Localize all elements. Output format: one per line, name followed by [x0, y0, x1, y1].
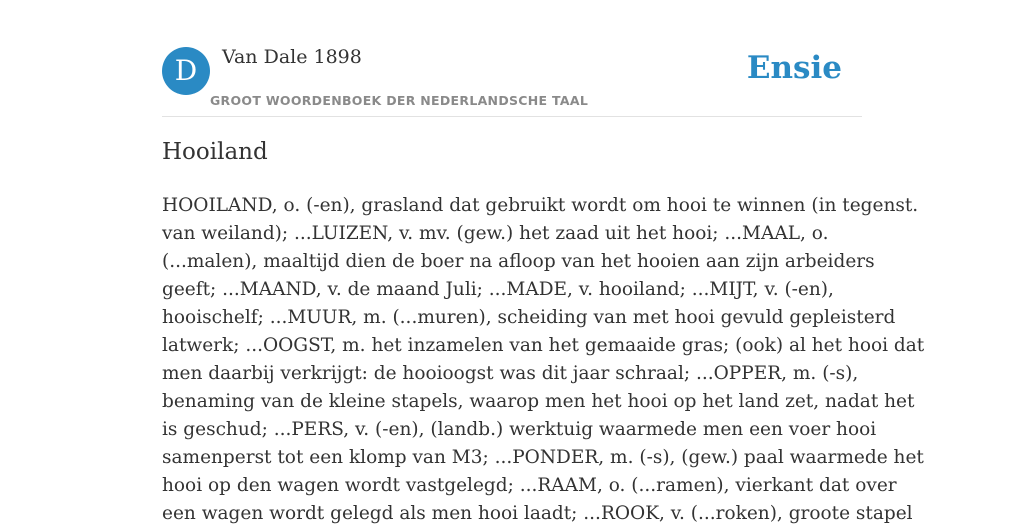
entry-definition	[162, 192, 925, 528]
definition-line: men daarbij verkrijgt: de hooioogst was dit jaar schraal; ...OPPER, m. (-s),	[162, 363, 859, 384]
entry-headword: Hooiland	[162, 139, 268, 165]
definition-line: HOOILAND, o. (-en), grasland dat gebruikt wordt om hooi te winnen (in tegenst.	[162, 195, 919, 216]
definition-line: latwerk; ...OOGST, m. het inzamelen van het gemaaide gras; (ook) al het hooi dat	[162, 335, 925, 356]
definition-line: benaming van de kleine stapels, waarop men het hooi op het land zet, nadat het	[162, 391, 915, 412]
definition-line: samenperst tot een klomp van M3; ...PONDER, m. (-s), (gew.) paal waarmede het	[162, 447, 924, 468]
header	[162, 40, 862, 117]
dictionary-subtitle: GROOT WOORDENBOEK DER NEDERLANDSCHE TAAL	[210, 93, 589, 108]
dictionary-title[interactable]: Van Dale 1898	[222, 46, 362, 68]
definition-line: (...malen), maaltijd dien de boer na afloop van het hooien aan zijn arbeiders	[162, 251, 875, 272]
definition-line: hooischelf; ...MUUR, m. (...muren), scheiding van met hooi gevuld gepleisterd	[162, 307, 896, 328]
dictionary-avatar: D	[162, 47, 210, 95]
definition-line: van weiland); ...LUIZEN, v. mv. (gew.) het zaad uit het hooi; ...MAAL, o.	[162, 223, 829, 244]
definition-line: hooi op den wagen wordt vastgelegd; ...RAAM, o. (...ramen), vierkant dat over	[162, 475, 897, 496]
definition-line: is geschud; ...PERS, v. (-en), (landb.) werktuig waarmede men een voer hooi	[162, 419, 877, 440]
ensie-logo-link[interactable]: Ensie	[746, 50, 842, 86]
definition-line: een wagen wordt gelegd als men hooi laadt; ...ROOK, v. (...roken), groote stapel	[162, 503, 913, 524]
definition-line: geeft; ...MAAND, v. de maand Juli; ...MADE, v. hooiland; ...MIJT, v. (-en),	[162, 279, 834, 300]
